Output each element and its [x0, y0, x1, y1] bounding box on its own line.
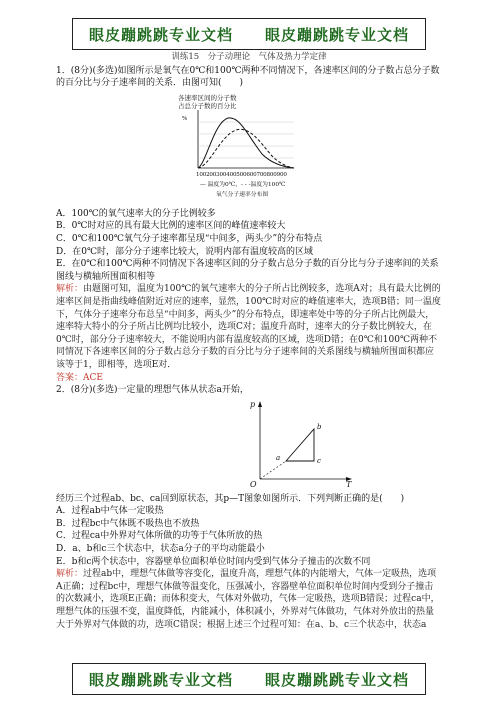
- q2-option-a: A．过程ab中气体一定吸热: [56, 506, 164, 517]
- q2-explanation: [56, 568, 442, 631]
- speed-distribution-chart: [176, 92, 336, 206]
- chart-x-ticks: 100200300400500600700800900: [196, 171, 287, 178]
- speed-distribution-svg: [176, 92, 336, 206]
- page-title: 训练15 分子动理论 气体及热力学定律: [171, 52, 327, 62]
- q1-option-e: E．在0℃和100℃两种不同情况下各速率区间的分子数占总分子数的百分比与分子速率间的关系图线与横轴所围面积相等: [56, 259, 439, 282]
- footer-banner-right: 眼皮蹦跳跳专业文档: [264, 670, 409, 689]
- question-1-options: [56, 208, 442, 284]
- q2-explanation-label: 解析：: [56, 569, 84, 580]
- question-1-stem: 1．(8分)(多选)如图所示是氧气在0℃和100℃两种不同情况下，各速率区间的分子数占总分子数的百分比与分子速率间的关系．由图可知( ): [56, 65, 440, 89]
- extension-line: [260, 461, 286, 479]
- chart-y-unit: %: [182, 115, 188, 122]
- pt-diagram-svg: [246, 399, 356, 487]
- header-banner-left: 眼皮蹦跳跳专业文档: [88, 25, 233, 44]
- q1-option-c: C．0℃和100℃氧气分子速率都呈现“中间多，两头少”的分布特点: [56, 233, 323, 244]
- q2-option-d: D．a、b和c三个状态中，状态a分子的平均动能最小: [56, 544, 265, 555]
- point-c-label: c: [317, 456, 321, 465]
- q1-option-b: B．0℃时对应的具有最大比例的速率区间的峰值速率较大: [56, 221, 286, 232]
- q2-option-c: C．过程ca中外界对气体所做的功等于气体所放的热: [56, 531, 263, 542]
- q1-explanation: [56, 283, 442, 371]
- pt-diagram: [246, 399, 356, 487]
- footer-banner-left: 眼皮蹦跳跳专业文档: [88, 670, 233, 689]
- q2-option-b: B．过程bc中气体既不吸热也不放热: [56, 518, 200, 529]
- point-a-label: a: [276, 453, 281, 462]
- document-body: [56, 51, 442, 631]
- q1-answer: 答案：ACE: [56, 372, 103, 383]
- question-2-stem: 2．(8分)(多选)一定量的理想气体从状态a开始，: [56, 385, 249, 396]
- q1-explanation-text: 由题图可知，温度为100℃的氧气速率大的分子所占比例较多，选项A对；具有最大比例的速率区间是指曲线峰值附近对应的速率，显然，100℃时对应的峰值速率大，选项B错；同一温度下，气体分子速率分布总呈“中间多，两头少”的分布特点，即速率处中等的分子所占比例最大，速率特大特小的分子所占比例均比较小，选项C对；温度升高时，速率大的分子数比例较大，在0℃时，部分分子速率较大，不能说明内部有温度较高的区域，选项D错；在0℃和100℃两种不同情况下各速率区间的分子数占总分子数的百分比与分子速率间的关系图线与横轴所围面积都应该等于1，即相等，选项E对．: [56, 284, 441, 370]
- header-banner: [72, 18, 426, 50]
- curve-0c: [198, 118, 294, 168]
- q1-explanation-label: 解析：: [56, 284, 84, 295]
- point-b-label: b: [317, 422, 322, 431]
- p-axis-label: p: [250, 399, 256, 409]
- question-2-stem-continued: 经历三个过程ab、bc、ca回到原状态，其p—T图象如图所示．下列判断正确的是( ): [56, 493, 405, 504]
- header-banner-right: 眼皮蹦跳跳专业文档: [264, 25, 409, 44]
- curve-100c: [198, 129, 294, 168]
- chart-ylabel-2: 占总分子数的百分比: [178, 101, 237, 110]
- origin-label: O: [250, 479, 257, 487]
- chart-ylabel-1: 各速率区间的分子数: [178, 93, 237, 102]
- q1-option-d: D．在0℃时，部分分子速率比较大，说明内部有温度较高的区域: [56, 246, 314, 257]
- q2-option-e: E．b和c两个状态中，容器壁单位面积单位时间内受到气体分子撞击的次数不同: [56, 556, 371, 567]
- p-axis-arrow: [258, 401, 262, 407]
- q1-option-a: A．100℃的氧气速率大的分子比例较多: [56, 208, 216, 219]
- chart-xlabel: 氧气分子速率分布图: [216, 191, 269, 198]
- t-axis-label: T: [346, 479, 352, 487]
- question-2-options: [56, 505, 442, 568]
- q2-explanation-text: 过程ab中，理想气体做等容变化，温度升高，理想气体的内能增大，气体一定吸热，选项A正确；过程bc中，理想气体做等温变化，压强减小，容器壁单位面积单位时间内受到分子撞击的次数减小，选项E正确；而体积变大，气体对外做功，气体一定吸热，选项B错误；过程ca中，理想气体的压强不变，温度降低，内能减小，体积减小，外界对气体做功，气体对外放出的热量大于外界对气体做的功，选项C错误；根据上述三个过程可知：在a、b、c三个状态中，状态a: [56, 569, 440, 630]
- chart-legend: — 温度为0℃，- - -温度为100℃: [200, 181, 286, 188]
- footer-banner: [72, 663, 426, 695]
- cycle-triangle: [286, 429, 314, 461]
